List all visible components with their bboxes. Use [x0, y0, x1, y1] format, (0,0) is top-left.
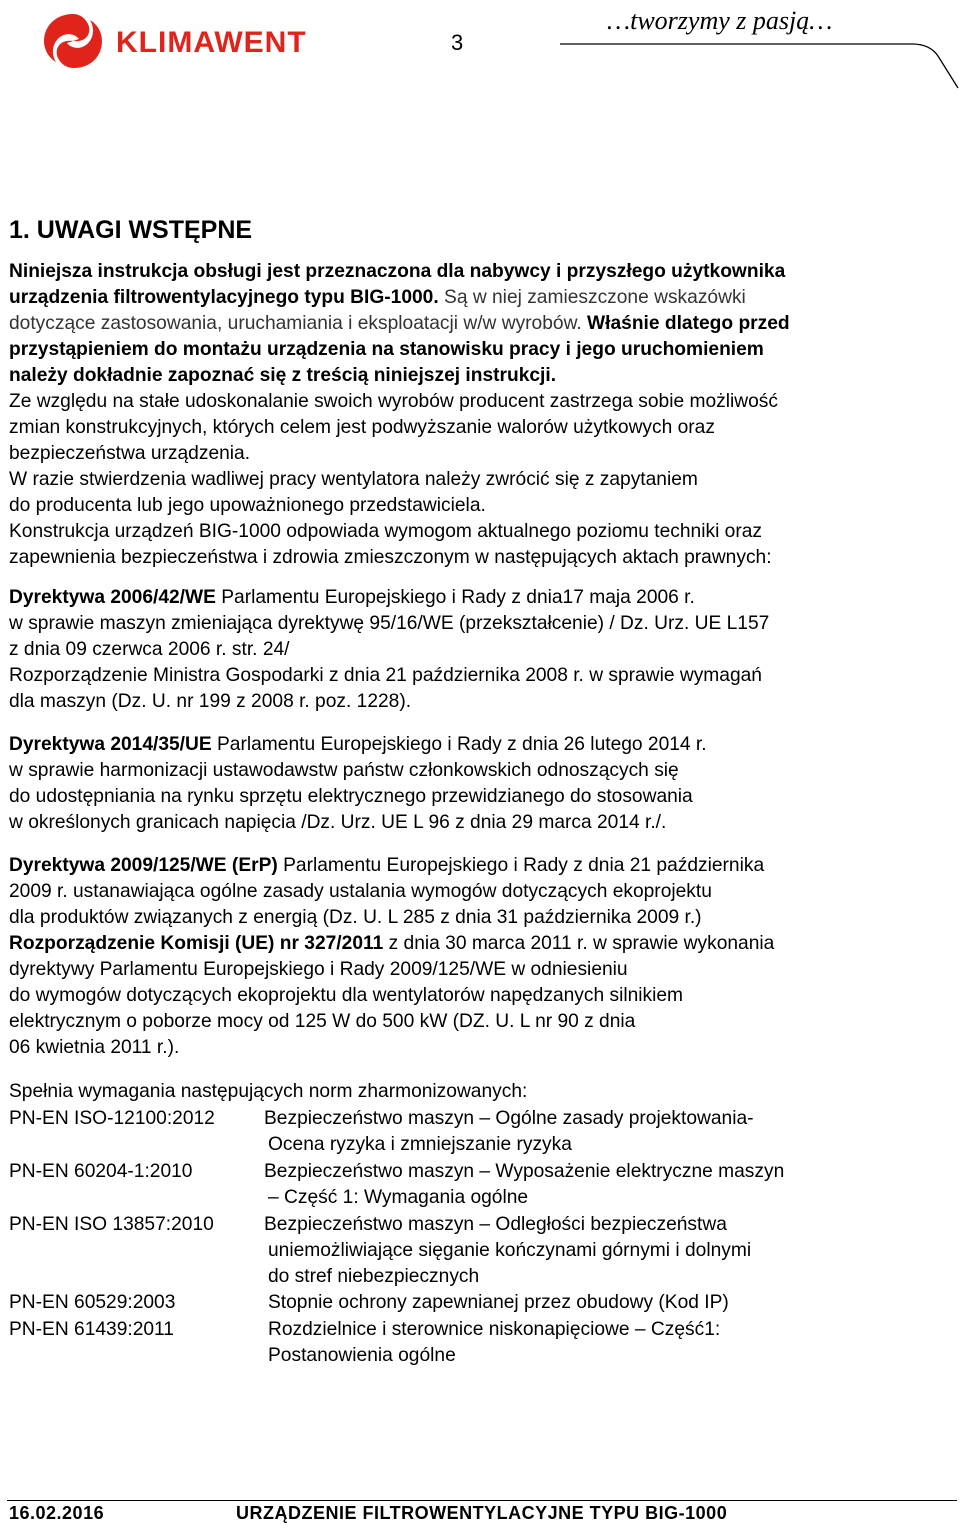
directive-line	[9, 732, 707, 758]
directive-line: dla produktów związanych z energią (Dz. U. L 285 z dnia 31 października 2009 r.)	[9, 907, 702, 928]
footer-date: 16.02.2016	[9, 1503, 105, 1523]
standard-desc: Bezpieczeństwo maszyn – Wyposażenie elektryczne maszyn	[264, 1161, 785, 1182]
directive-line: 06 kwietnia 2011 r.).	[9, 1037, 180, 1058]
intro-line: Ze względu na stałe udoskonalanie swoich wyrobów producent zastrzega sobie możliwość	[9, 391, 778, 412]
directive-line	[9, 585, 695, 611]
directive-line: do udostępniania na rynku sprzętu elektrycznego przewidzianego do stosowania	[9, 786, 693, 807]
standard-code: PN-EN 61439:2011	[9, 1319, 174, 1340]
standard-desc: – Część 1: Wymagania ogólne	[268, 1187, 529, 1208]
standard-desc: Stopnie ochrony zapewnianej przez obudowy (Kod IP)	[268, 1292, 729, 1313]
directive-line: w określonych granicach napięcia /Dz. Urz. UE L 96 z dnia 29 marca 2014 r./.	[9, 812, 667, 833]
standard-desc: Rozdzielnice i sterownice niskonapięciowe – Część1:	[268, 1319, 721, 1340]
klimawent-logo	[40, 10, 310, 72]
standard-desc: Bezpieczeństwo maszyn – Ogólne zasady projektowania-	[264, 1108, 754, 1129]
directive-line	[9, 853, 764, 879]
directive-line: dyrektywy Parlamentu Europejskiego i Rady 2009/125/WE w odniesieniu	[9, 959, 628, 980]
directive-text: Parlamentu Europejskiego i Rady z dnia 26 lutego 2014 r.	[211, 734, 707, 755]
page-number: 3	[451, 30, 464, 55]
intro-line: Konstrukcja urządzeń BIG-1000 odpowiada wymogom aktualnego poziomu techniki oraz	[9, 521, 762, 542]
header-divider	[560, 38, 960, 90]
directive-line: w sprawie harmonizacji ustawodawstw państw członkowskich odnoszących się	[9, 760, 679, 781]
tagline: …tworzymy z pasją…	[607, 6, 833, 35]
directive-text: Parlamentu Europejskiego i Rady z dnia 21 października	[277, 855, 765, 876]
standards-intro: Spełnia wymagania następujących norm zharmonizowanych:	[9, 1081, 528, 1102]
intro-line: do producenta lub jego upoważnionego przedstawiciela.	[9, 495, 486, 516]
standard-code: PN-EN 60529:2003	[9, 1292, 176, 1313]
directive-line: w sprawie maszyn zmieniająca dyrektywę 95/16/WE (przekształcenie) / Dz. Urz. UE L157	[9, 613, 770, 634]
standard-code: PN-EN 60204-1:2010	[9, 1161, 193, 1182]
directive-line: dla maszyn (Dz. U. nr 199 z 2008 r. poz. 1228).	[9, 691, 412, 712]
logo-swirl-icon	[40, 10, 106, 72]
intro-text: Są w niej zamieszczone wskazówki	[438, 287, 746, 308]
intro-line: W razie stwierdzenia wadliwej pracy wentylatora należy zwrócić się z zapytaniem	[9, 469, 698, 490]
standard-desc: Ocena ryzyka i zmniejszanie ryzyka	[268, 1134, 572, 1155]
directive-title: Dyrektywa 2009/125/WE (ErP)	[9, 855, 278, 876]
intro-line	[9, 285, 746, 311]
intro-line: należy dokładnie zapoznać się z treścią niniejszej instrukcji.	[9, 365, 557, 386]
standard-desc: Postanowienia ogólne	[268, 1345, 456, 1366]
footer-title: URZĄDZENIE FILTROWENTYLACYJNE TYPU BIG-1000	[236, 1503, 728, 1523]
directive-line: do wymogów dotyczących ekoprojektu dla wentylatorów napędzanych silnikiem	[9, 985, 684, 1006]
directive-text: z dnia 30 marca 2011 r. w sprawie wykonania	[383, 933, 775, 954]
intro-line: Niniejsza instrukcja obsługi jest przeznaczona dla nabywcy i przyszłego użytkownika	[9, 261, 786, 282]
standard-desc: do stref niebezpiecznych	[268, 1266, 480, 1287]
intro-text: dotyczące zastosowania, uruchamiania i eksploatacji w/w wyrobów.	[9, 313, 588, 334]
directive-text: Parlamentu Europejskiego i Rady z dnia17 maja 2006 r.	[215, 587, 695, 608]
section-heading: 1. UWAGI WSTĘPNE	[9, 216, 253, 244]
intro-line: przystąpieniem do montażu urządzenia na stanowisku pracy i jego uruchomieniem	[9, 339, 764, 360]
footer-divider	[7, 1500, 957, 1501]
intro-line: zmian konstrukcyjnych, których celem jest podwyższanie walorów użytkowych oraz	[9, 417, 715, 438]
standard-code: PN-EN ISO-12100:2012	[9, 1108, 215, 1129]
intro-line	[9, 311, 790, 337]
standard-code: PN-EN ISO 13857:2010	[9, 1214, 214, 1235]
intro-line: zapewnienia bezpieczeństwa i zdrowia zmieszczonym w następujących aktach prawnych:	[9, 547, 772, 568]
directive-line: 2009 r. ustanawiająca ogólne zasady ustalania wymogów dotyczących ekoprojektu	[9, 881, 712, 902]
directive-title: Dyrektywa 2006/42/WE	[9, 587, 216, 608]
standard-desc: uniemożliwiające sięganie kończynami górnymi i dolnymi	[268, 1240, 752, 1261]
intro-line: bezpieczeństwa urządzenia.	[9, 443, 251, 464]
directive-line: z dnia 09 czerwca 2006 r. str. 24/	[9, 639, 290, 660]
intro-bold-text: urządzenia filtrowentylacyjnego typu BIG-1000.	[9, 287, 439, 308]
directive-line	[9, 931, 774, 957]
standard-desc: Bezpieczeństwo maszyn – Odległości bezpieczeństwa	[264, 1214, 727, 1235]
logo-wordmark: KLIMAWENT	[116, 26, 307, 59]
directive-line: elektrycznym o poborze mocy od 125 W do 500 kW (DZ. U. L nr 90 z dnia	[9, 1011, 636, 1032]
directive-line: Rozporządzenie Ministra Gospodarki z dnia 21 października 2008 r. w sprawie wymagań	[9, 665, 762, 686]
regulation-title: Rozporządzenie Komisji (UE) nr 327/2011	[9, 933, 384, 954]
intro-bold-text: Właśnie dlatego przed	[587, 313, 790, 334]
directive-title: Dyrektywa 2014/35/UE	[9, 734, 212, 755]
